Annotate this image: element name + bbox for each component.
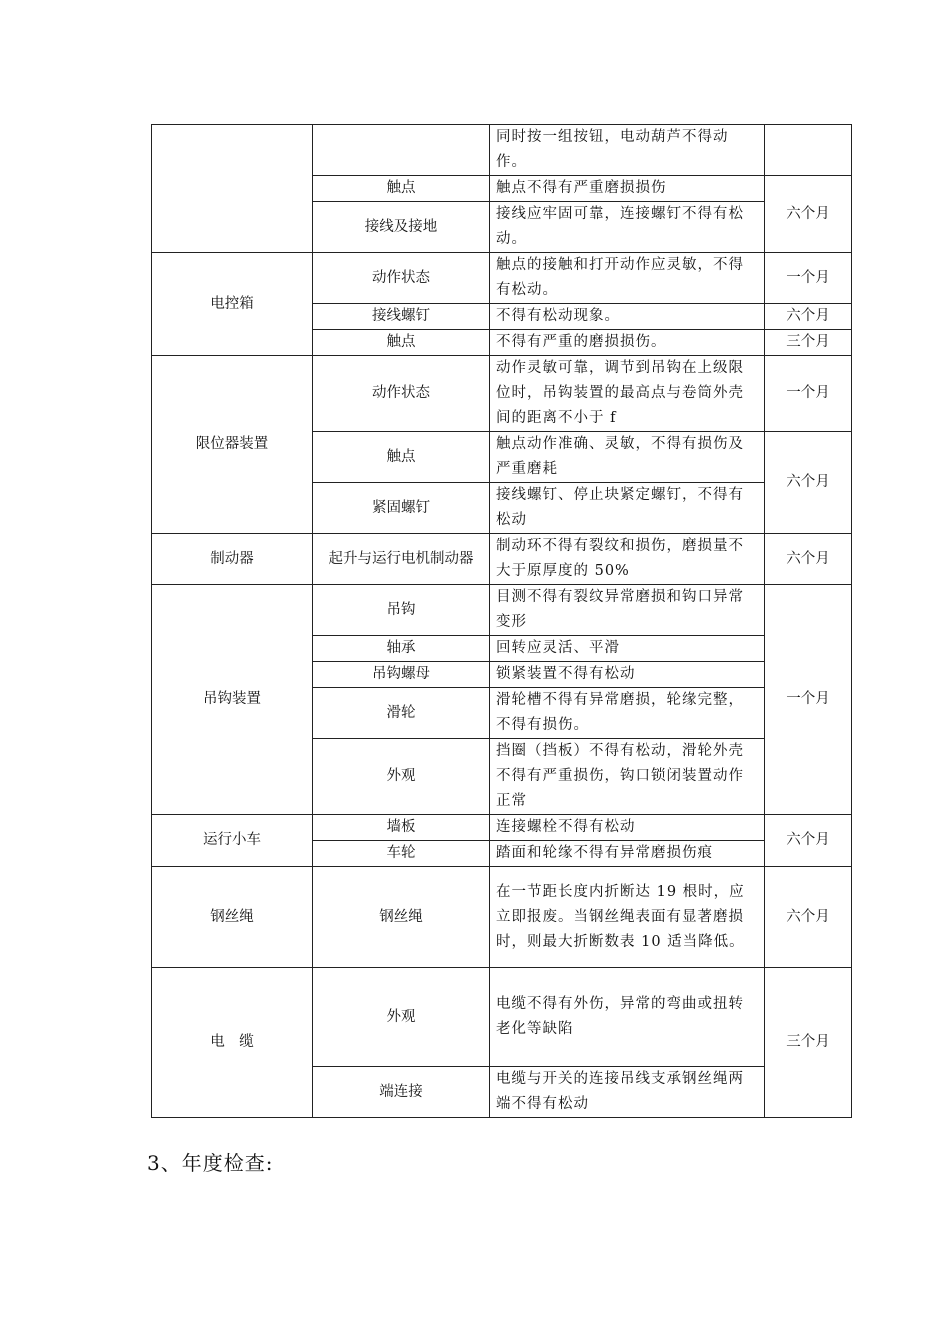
table-row: [152, 253, 852, 304]
period-cell: 三个月: [765, 968, 852, 1118]
part-cell: 端连接: [313, 1067, 490, 1118]
device-cell: 电控箱: [152, 253, 313, 356]
part-cell: 轴承: [313, 636, 490, 662]
requirement-cell: 触点动作准确、灵敏，不得有损伤及严重磨耗: [490, 432, 765, 483]
requirement-cell: 在一节距长度内折断达 19 根时，应立即报废。当钢丝绳表面有显著磨损时，则最大折断数表 10 适当降低。: [490, 867, 765, 968]
device-cell: [152, 125, 313, 253]
part-cell: 接线螺钉: [313, 304, 490, 330]
period-cell: 一个月: [765, 585, 852, 815]
part-cell: 外观: [313, 968, 490, 1067]
requirement-cell: 滑轮槽不得有异常磨损，轮缘完整，不得有损伤。: [490, 688, 765, 739]
requirement-cell: 接线应牢固可靠，连接螺钉不得有松动。: [490, 202, 765, 253]
part-cell: 接线及接地: [313, 202, 490, 253]
device-cell: 限位器装置: [152, 356, 313, 534]
part-cell: 触点: [313, 176, 490, 202]
requirement-cell: 不得有松动现象。: [490, 304, 765, 330]
part-cell: 动作状态: [313, 253, 490, 304]
requirement-cell: 不得有严重的磨损损伤。: [490, 330, 765, 356]
requirement-cell: 锁紧装置不得有松动: [490, 662, 765, 688]
period-cell: 一个月: [765, 356, 852, 432]
table-row: [152, 815, 852, 841]
requirement-cell: 同时按一组按钮，电动葫芦不得动作。: [490, 125, 765, 176]
requirement-cell: 电缆与开关的连接吊线支承钢丝绳两端不得有松动: [490, 1067, 765, 1118]
inspection-table: [151, 124, 852, 1118]
requirement-cell: 挡圈（挡板）不得有松动，滑轮外壳不得有严重损伤，钩口锁闭装置动作正常: [490, 739, 765, 815]
part-cell: 滑轮: [313, 688, 490, 739]
period-cell: 六个月: [765, 304, 852, 330]
requirement-cell: 动作灵敏可靠，调节到吊钩在上级限位时，吊钩装置的最高点与卷筒外壳间的距离不小于 f: [490, 356, 765, 432]
period-cell: 三个月: [765, 330, 852, 356]
part-cell: 紧固螺钉: [313, 483, 490, 534]
section-heading: 3、年度检查:: [147, 1151, 274, 1175]
part-cell: 车轮: [313, 841, 490, 867]
part-cell: [313, 125, 490, 176]
requirement-cell: 触点的接触和打开动作应灵敏，不得有松动。: [490, 253, 765, 304]
part-cell: 吊钩: [313, 585, 490, 636]
period-cell: 六个月: [765, 176, 852, 253]
part-cell: 墙板: [313, 815, 490, 841]
requirement-cell: 踏面和轮缘不得有异常磨损伤痕: [490, 841, 765, 867]
period-cell: 六个月: [765, 867, 852, 968]
part-cell: 触点: [313, 330, 490, 356]
table-row: [152, 534, 852, 585]
part-cell: 外观: [313, 739, 490, 815]
period-cell: 六个月: [765, 534, 852, 585]
part-cell: 吊钩螺母: [313, 662, 490, 688]
period-cell: 六个月: [765, 815, 852, 867]
device-cell: 吊钩装置: [152, 585, 313, 815]
table-row: [152, 867, 852, 968]
period-cell: [765, 125, 852, 176]
table-row: [152, 968, 852, 1067]
period-cell: 六个月: [765, 432, 852, 534]
part-cell: 起升与运行电机制动器: [313, 534, 490, 585]
part-cell: 动作状态: [313, 356, 490, 432]
requirement-cell: 目测不得有裂纹异常磨损和钩口异常变形: [490, 585, 765, 636]
requirement-cell: 触点不得有严重磨损损伤: [490, 176, 765, 202]
requirement-cell: 电缆不得有外伤，异常的弯曲或扭转老化等缺陷: [490, 968, 765, 1067]
requirement-cell: 回转应灵活、平滑: [490, 636, 765, 662]
period-cell: 一个月: [765, 253, 852, 304]
part-cell: 触点: [313, 432, 490, 483]
requirement-cell: 接线螺钉、停止块紧定螺钉，不得有松动: [490, 483, 765, 534]
device-cell: 钢丝绳: [152, 867, 313, 968]
table-row: [152, 125, 852, 176]
requirement-cell: 连接螺栓不得有松动: [490, 815, 765, 841]
part-cell: 钢丝绳: [313, 867, 490, 968]
device-cell: 运行小车: [152, 815, 313, 867]
table-row: [152, 356, 852, 432]
table-row: [152, 585, 852, 636]
device-cell: 电 缆: [152, 968, 313, 1118]
device-cell: 制动器: [152, 534, 313, 585]
requirement-cell: 制动环不得有裂纹和损伤，磨损量不大于原厚度的 50%: [490, 534, 765, 585]
